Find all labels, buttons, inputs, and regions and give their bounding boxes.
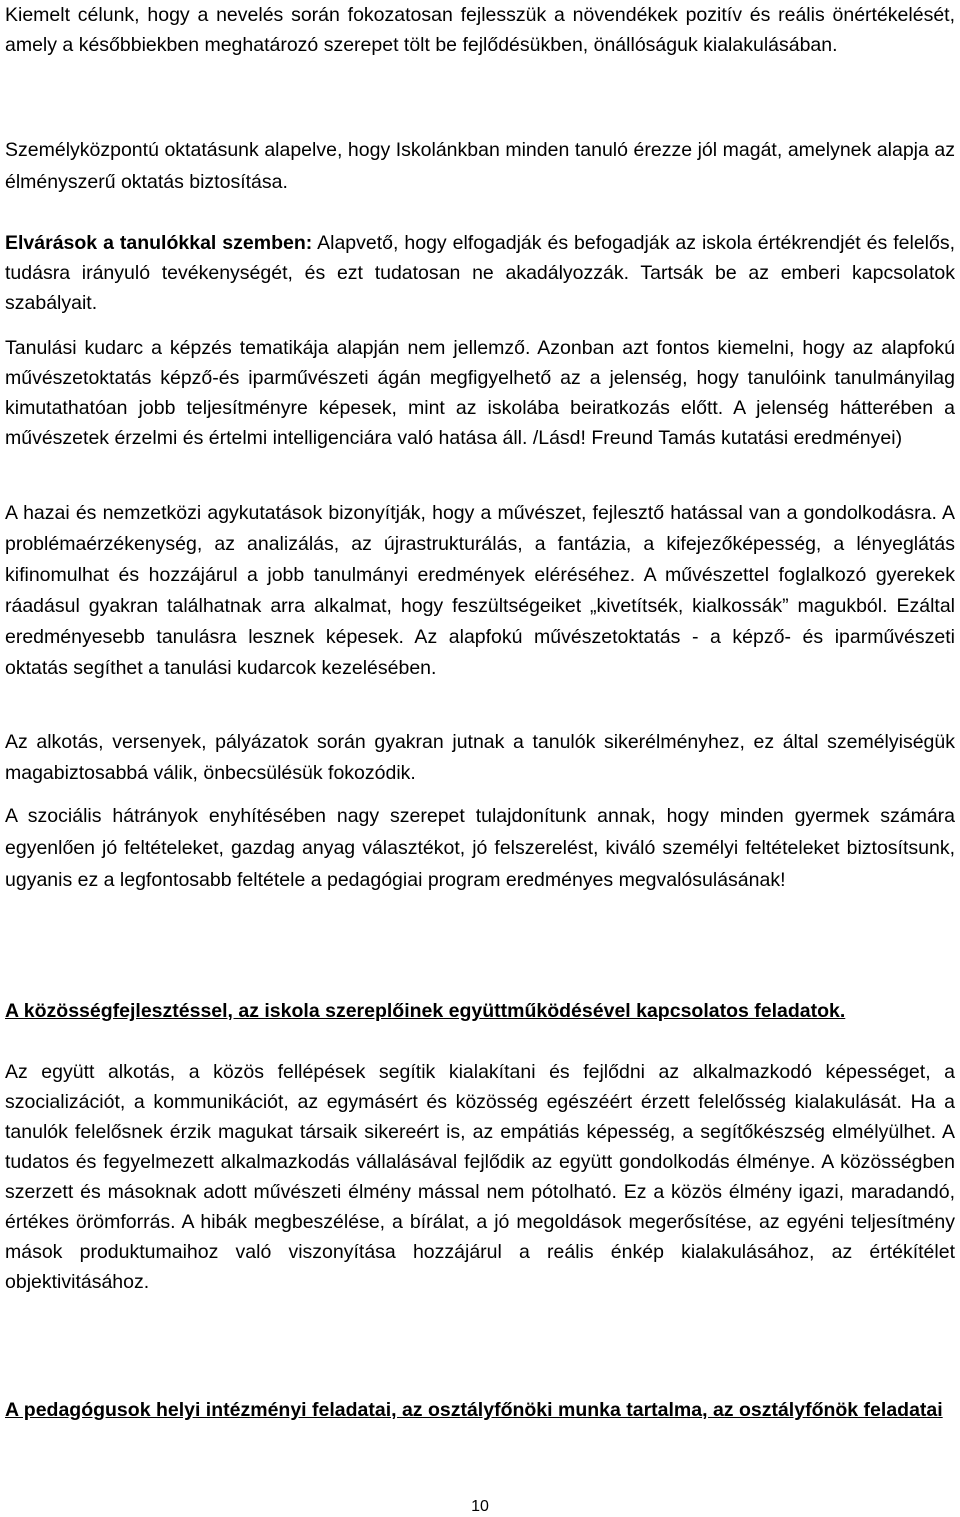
expectations-text: Alapvető, hogy elfogadják és befogadják az iskola értékrendjét és felelős, tudásra irányuló tevékenységét, és ezt tudatosan ne akadályozzák. Tartsák be az emberi kapcsolatok szabályait. <box>5 232 956 314</box>
expectations-label: Elvárások a tanulókkal szemben: <box>5 232 313 254</box>
section-heading-teachers: A pedagógusok helyi intézményi feladatai, az osztályfőnöki munka tartalma, az osztályfőnök feladatai <box>5 1399 943 1421</box>
paragraph-community: Az együtt alkotás, a közös fellépések segítik kialakítani és fejlődni az alkalmazkodó képességet, a szocializációt, a kommunikációt, az egymásért és közösség egészéért érzett felelősség kialakulását. Ha a tanulók felelősnek érzik magukat társaik sikereért is, az empátiás képesség, a segítőkészség elmélyülhet. A tudatos és fegyelmezett alkalmazkodás vállalásával fejlődik az együtt gondolkodás élménye. A közösségben szerzett és másoknak adott művészeti élmény mással nem pótolható. Ez a közös élmény igazi, maradandó, értékes örömforrás. A hibák megbeszélése, a bírálat, a jó megoldások megerősítése, az egyéni teljesítmény mások produktumaihoz való viszonyítása hozzájárul a reális énkép kialakulásához, az értékítélet objektivitásához. <box>5 1061 955 1293</box>
paragraph-social-disadvantages: A szociális hátrányok enyhítésében nagy szerepet tulajdonítunk annak, hogy minden gyermek számára egyenlően jó feltételeket, gazdag anyag választékot, jó felszerelést, kiváló személyi feltételeket biztosítsunk, ugyanis ez a legfontosabb feltétele a pedagógiai program eredményes megvalósulásának! <box>5 805 955 891</box>
paragraph-expectations <box>5 228 955 318</box>
paragraph-goal: Kiemelt célunk, hogy a nevelés során fokozatosan fejlesszük a növendékek pozitív és reális önértékelését, amely a későbbiekben meghatározó szerepet tölt be fejlődésükben, önállóságuk kialakulásában. <box>5 4 955 56</box>
paragraph-competitions: Az alkotás, versenyek, pályázatok során gyakran jutnak a tanulók sikerélményhez, ez által személyiségük magabiztosabbá válik, önbecsülésük fokozódik. <box>5 731 955 784</box>
paragraph-person-centered: Személyközpontú oktatásunk alapelve, hogy Iskolánkban minden tanuló érezze jól magát, amelynek alapja az élményszerű oktatás biztosítása. <box>5 139 955 193</box>
page-number: 10 <box>471 1498 489 1515</box>
paragraph-brain-research: A hazai és nemzetközi agykutatások bizonyítják, hogy a művészet, fejlesztő hatással van a gondolkodásra. A problémaérzékenység, az analizálás, az újrastrukturálás, a fantázia, a kifejezőképesség, a lényeglátás kifinomulhat és hozzájárul a jobb tanulmányi eredmények eléréséhez. A művészettel foglalkozó gyerekek ráadásul gyakran találhatnak arra alkalmat, hogy feszültségeiket „kivetítsék, kialkossák” magukból. Ezáltal eredményesebb tanulásra lesznek képesek. Az alapfokú művészetoktatás - a képző- és iparművészeti oktatás segíthet a tanulási kudarcok kezelésében. <box>5 502 955 679</box>
paragraph-learning-failure: Tanulási kudarc a képzés tematikája alapján nem jellemző. Azonban azt fontos kiemelni, hogy az alapfokú művészetoktatás képző-és iparművészeti ágán megfigyelhető az a jelenség, hogy tanulóink tanulmányilag kimutathatóan jobb teljesítményre képesek, mint az iskolába beiratkozás előtt. A jelenség hátterében a művészetek érzelmi és értelmi intelligenciára való hatása áll. /Lásd! Freund Tamás kutatási eredményei) <box>5 337 955 449</box>
section-heading-community: A közösségfejlesztéssel, az iskola szereplőinek együttműködésével kapcsolatos feladatok. <box>5 1000 846 1022</box>
